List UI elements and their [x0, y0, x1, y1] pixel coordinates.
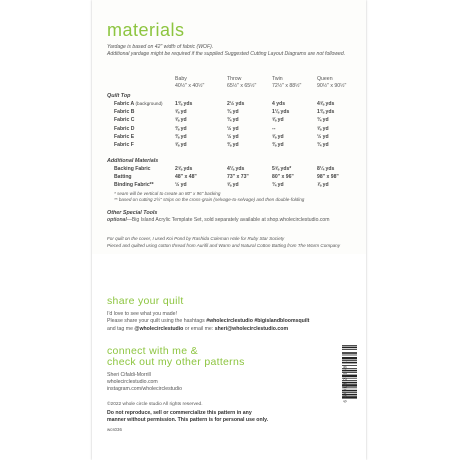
copyright: ©2022 whole circle studio All rights reserved.: [107, 402, 203, 407]
quilt-top-row-label-5: Fabric F: [114, 142, 134, 148]
special-tools-heading: Other Special Tools: [107, 210, 158, 216]
additional-row-cell: 80" x 96": [272, 174, 294, 181]
website-link[interactable]: wholecirclestudio.com: [107, 379, 158, 385]
quilt-top-row-cell: ¾ yd: [227, 109, 239, 116]
additional-row-cell: 8¼ yds: [317, 166, 335, 172]
additional-row-cell: 2⅝ yds: [175, 166, 193, 172]
col-throw: Throw 65½" x 65½": [227, 76, 257, 89]
barcode-digits: 6 64918 23168 1: [342, 360, 348, 403]
quilt-top-row-label-4: Fabric E: [114, 133, 135, 140]
instagram-link[interactable]: instagram.com/wholecirclestudio: [107, 386, 182, 392]
additional-row-cell: 5⅝ yds*: [272, 166, 292, 172]
footnote-backing: * seam will be vertical to create an 80" x 96" backing: [114, 191, 221, 196]
quilt-top-row-cell: ¾ yd: [317, 142, 329, 148]
quilt-top-row-cell: ⅝ yd: [317, 125, 329, 132]
author-name: Sheri Cifaldi-Morrill: [107, 372, 151, 378]
share-line-2: Please share your quilt using the hashtags #wholecirclestudio #bigislandbloomsquilt: [107, 318, 310, 324]
additional-row-label-2: Binding Fabric**: [114, 182, 154, 189]
intro-line-2: Additional yardage might be required if the supplied Suggested Cutting Layout Diagrams are not followed.: [107, 51, 346, 57]
connect-heading-1: connect with me &: [107, 345, 198, 357]
materials-section: [92, 0, 366, 254]
col-twin: Twin 72½" x 88½": [272, 76, 302, 89]
quilt-top-row-cell: ⅝ yd: [175, 109, 187, 116]
additional-row-cell: 73" x 73": [227, 174, 249, 181]
quilt-top-row-cell: ⅜ yd: [272, 142, 284, 148]
quilt-top-row-cell: ½ yd: [317, 133, 329, 140]
additional-row-cell: ½ yd: [175, 182, 187, 189]
quilt-top-row-cell: 4⅝ yds: [317, 101, 335, 107]
share-heading: share your quilt: [107, 295, 184, 307]
credits-line-2: Pieced and quilted using cotton thread from Aurifil and Warm and Natural Cotton Batting from The Warm Company: [107, 243, 341, 248]
quilt-top-row-cell: 1⅜ yds: [175, 101, 193, 107]
share-line-3: and tag me @wholecirclestudio or email me: sheri@wholecirclestudio.com: [107, 326, 289, 332]
special-tools-text: optional—Big Island Acrylic Template Set, sold separately available at shop.wholecirclestudio.com: [107, 217, 330, 223]
share-line-1: I'd love to see what you made!: [107, 311, 177, 317]
additional-row-label-0: Backing Fabric: [114, 166, 151, 172]
additional-row-label-1: Batting: [114, 174, 132, 181]
connect-heading-2: check out my other patterns: [107, 356, 245, 368]
quilt-top-row-cell: ½ yd: [227, 133, 239, 140]
pattern-back-cover: [92, 0, 366, 460]
credits-line-1: For quilt on the cover, I used Koi Pond by Rashida Coleman Hale for Ruby Star Society: [107, 236, 285, 241]
legal-line-1: Do not reproduce, sell or commercialize this pattern in any: [107, 410, 252, 416]
additional-row-cell: ⅝ yd: [227, 182, 239, 189]
quilt-top-row-label-3: Fabric D: [114, 125, 135, 132]
quilt-top-row-label-2: Fabric C: [114, 117, 135, 124]
quilt-top-row-label-1: Fabric B: [114, 109, 135, 116]
quilt-top-row-cell: ¾ yd: [227, 117, 239, 124]
additional-row-cell: 98" x 98": [317, 174, 339, 181]
additional-row-cell: ⅞ yd: [317, 182, 329, 189]
quilt-top-row-cell: ⅝ yd: [272, 117, 284, 124]
additional-materials-heading: Additional Materials: [107, 158, 159, 164]
barcode-bar: [342, 349, 357, 350]
quilt-top-row-cell: 1⅜ yds: [317, 109, 335, 116]
quilt-top-row-cell: ⅝ yd: [272, 133, 284, 140]
col-baby: Baby 40½" x 40½": [175, 76, 205, 89]
quilt-top-row-cell: ⅜ yd: [227, 142, 239, 148]
quilt-top-row-label-0: Fabric A (background): [114, 101, 163, 107]
quilt-top-heading: Quilt Top: [107, 93, 131, 99]
quilt-top-row-cell: 4 yds: [272, 101, 286, 107]
quilt-top-row-cell: 2½ yds: [227, 101, 245, 107]
barcode-bar: [342, 347, 357, 349]
quilt-top-row-cell: --: [272, 125, 276, 132]
additional-row-cell: 48" x 48": [175, 174, 197, 181]
additional-row-cell: ¾ yd: [272, 182, 284, 189]
legal-line-2: manner without permission. This pattern is for personal use only.: [107, 417, 269, 423]
quilt-top-row-cell: ¾ yd: [317, 117, 329, 124]
intro-line-1: Yardage is based on 42" width of fabric (WOF).: [107, 44, 214, 50]
pattern-code: wcs036: [107, 427, 122, 432]
quilt-top-row-cell: ⅜ yd: [175, 133, 187, 140]
footnote-binding: ** based on cutting 2½" strips on the cross-grain (selvage-to-selvage) and then double-folding: [114, 197, 305, 202]
barcode-bar: [342, 345, 357, 346]
quilt-top-row-cell: ⅝ yd: [175, 142, 187, 148]
upc-barcode: [330, 343, 358, 425]
quilt-top-row-cell: ½ yd: [227, 125, 239, 132]
additional-row-cell: 4⅛ yds: [227, 166, 245, 172]
materials-title: materials: [107, 20, 185, 40]
quilt-top-row-cell: ⅝ yd: [175, 117, 187, 124]
quilt-top-row-cell: ⅜ yd: [175, 125, 187, 132]
col-queen: Queen 90½" x 90½": [317, 76, 347, 89]
quilt-top-row-cell: 1⅛ yds: [272, 109, 290, 116]
